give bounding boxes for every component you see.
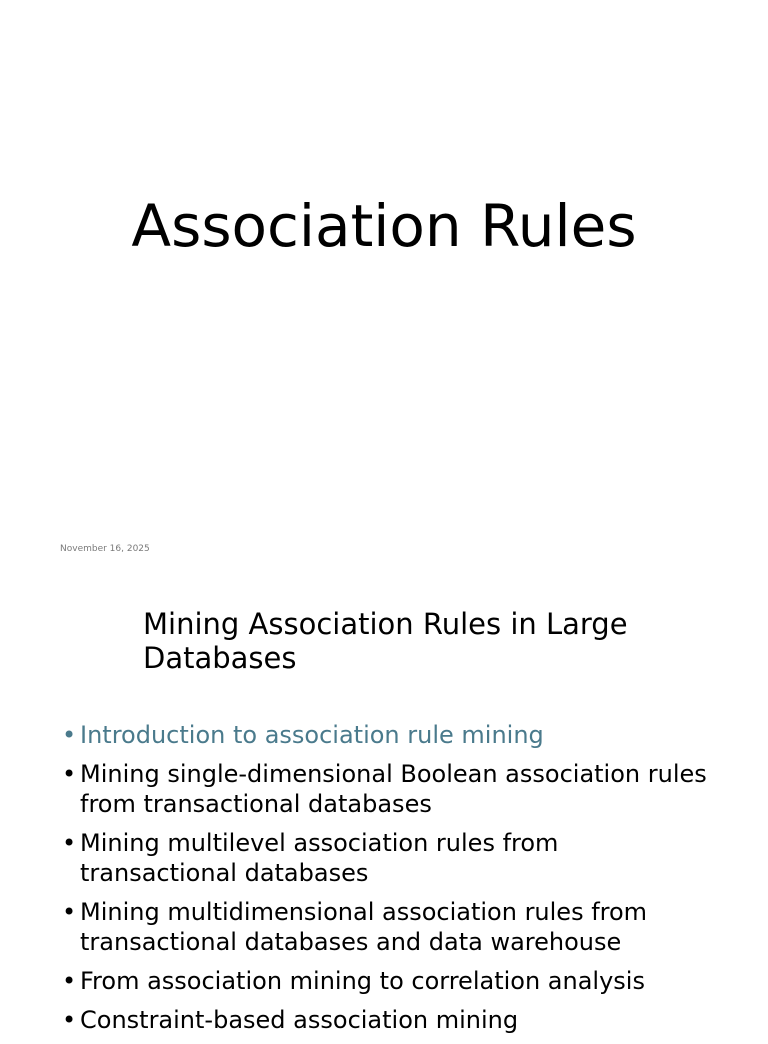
bullet-item [62,720,722,750]
slide-date: November 16, 2025 [60,544,150,554]
bullet-marker: • [62,967,77,995]
slide-2-title: Mining Association Rules in Large Databases [143,607,628,675]
bullet-item [62,759,722,819]
bullet-text: Mining single-dimensional Boolean association rules from transactional databases [80,760,707,818]
slide-2 [0,576,768,1034]
bullet-text: Introduction to association rule mining [80,721,544,749]
bullet-item [62,1005,722,1035]
bullet-marker: • [62,1006,77,1034]
bullet-marker: • [62,721,77,749]
bullet-item [62,828,722,888]
bullet-text: From association mining to correlation analysis [80,967,645,995]
bullet-text: Mining multidimensional association rules from transactional databases and data warehouse [80,898,648,956]
bullet-text: Mining multilevel association rules from transactional databases [80,829,559,887]
bullet-marker: • [62,898,77,926]
bullet-list [62,720,722,1044]
bullet-item [62,897,722,957]
slide-title: Association Rules [131,192,637,260]
bullet-marker: • [62,760,77,788]
bullet-text: Constraint-based association mining [80,1006,519,1034]
bullet-marker: • [62,829,77,857]
bullet-item [62,966,722,996]
